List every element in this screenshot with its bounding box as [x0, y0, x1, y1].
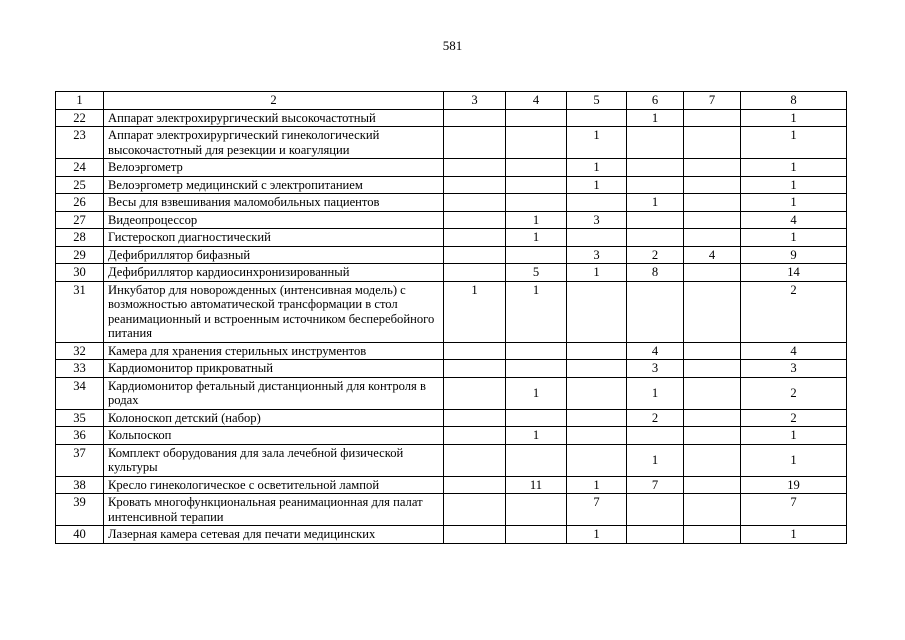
- col6-cell: [627, 427, 684, 445]
- col5-cell: 3: [567, 211, 627, 229]
- col3-cell: [444, 360, 506, 378]
- col6-cell: [627, 127, 684, 159]
- table-row: [56, 342, 847, 360]
- total-cell: 1: [741, 159, 847, 177]
- table-row: [56, 176, 847, 194]
- header-cell: 8: [741, 92, 847, 110]
- col3-cell: [444, 176, 506, 194]
- total-cell: 2: [741, 409, 847, 427]
- row-number-cell: 30: [56, 264, 104, 282]
- equipment-name-cell: Гистероскоп диагностический: [104, 229, 444, 247]
- col4-cell: 1: [506, 427, 567, 445]
- col7-cell: [684, 444, 741, 476]
- header-cell: 2: [104, 92, 444, 110]
- total-cell: 2: [741, 281, 847, 342]
- total-cell: 9: [741, 246, 847, 264]
- col5-cell: 1: [567, 476, 627, 494]
- col5-cell: [567, 229, 627, 247]
- col3-cell: [444, 264, 506, 282]
- col3-cell: [444, 526, 506, 544]
- equipment-name-cell: Кардиомонитор фетальный дистанционный для контроля в родах: [104, 377, 444, 409]
- col5-cell: 1: [567, 127, 627, 159]
- total-cell: 4: [741, 211, 847, 229]
- equipment-name-cell: Инкубатор для новорожденных (интенсивная модель) с возможностью автоматической трансформации в стол реанимационный и встроенным источником бесперебойного питания: [104, 281, 444, 342]
- col7-cell: [684, 427, 741, 445]
- col5-cell: [567, 360, 627, 378]
- total-cell: 14: [741, 264, 847, 282]
- row-number-cell: 26: [56, 194, 104, 212]
- col7-cell: [684, 281, 741, 342]
- equipment-name-cell: Кресло гинекологическое с осветительной лампой: [104, 476, 444, 494]
- col3-cell: [444, 377, 506, 409]
- col7-cell: [684, 176, 741, 194]
- col3-cell: [444, 211, 506, 229]
- col7-cell: [684, 526, 741, 544]
- table-row: [56, 377, 847, 409]
- col5-cell: 1: [567, 264, 627, 282]
- col4-cell: [506, 526, 567, 544]
- col3-cell: [444, 159, 506, 177]
- col3-cell: [444, 194, 506, 212]
- total-cell: 1: [741, 109, 847, 127]
- col7-cell: [684, 211, 741, 229]
- header-cell: 3: [444, 92, 506, 110]
- col6-cell: 8: [627, 264, 684, 282]
- table-row: [56, 360, 847, 378]
- col6-cell: [627, 159, 684, 177]
- table-row: [56, 127, 847, 159]
- total-cell: 1: [741, 194, 847, 212]
- col6-cell: [627, 281, 684, 342]
- col6-cell: [627, 211, 684, 229]
- equipment-name-cell: Камера для хранения стерильных инструментов: [104, 342, 444, 360]
- col6-cell: 4: [627, 342, 684, 360]
- col3-cell: [444, 127, 506, 159]
- row-number-cell: 31: [56, 281, 104, 342]
- col7-cell: 4: [684, 246, 741, 264]
- col5-cell: [567, 109, 627, 127]
- equipment-name-cell: Видеопроцессор: [104, 211, 444, 229]
- col7-cell: [684, 476, 741, 494]
- row-number-cell: 37: [56, 444, 104, 476]
- row-number-cell: 28: [56, 229, 104, 247]
- col4-cell: [506, 360, 567, 378]
- total-cell: 3: [741, 360, 847, 378]
- col3-cell: [444, 476, 506, 494]
- equipment-name-cell: Аппарат электрохирургический высокочастотный: [104, 109, 444, 127]
- col7-cell: [684, 360, 741, 378]
- col4-cell: [506, 246, 567, 264]
- col4-cell: 5: [506, 264, 567, 282]
- col7-cell: [684, 229, 741, 247]
- col4-cell: [506, 127, 567, 159]
- col4-cell: 1: [506, 281, 567, 342]
- col3-cell: [444, 427, 506, 445]
- equipment-name-cell: Кровать многофункциональная реанимационная для палат интенсивной терапии: [104, 494, 444, 526]
- row-number-cell: 36: [56, 427, 104, 445]
- total-cell: 1: [741, 526, 847, 544]
- col4-cell: [506, 444, 567, 476]
- col5-cell: [567, 444, 627, 476]
- total-cell: 1: [741, 176, 847, 194]
- col6-cell: [627, 494, 684, 526]
- col3-cell: [444, 229, 506, 247]
- col4-cell: [506, 342, 567, 360]
- equipment-name-cell: Велоэргометр медицинский с электропитанием: [104, 176, 444, 194]
- row-number-cell: 39: [56, 494, 104, 526]
- header-cell: 7: [684, 92, 741, 110]
- row-number-cell: 27: [56, 211, 104, 229]
- col4-cell: 1: [506, 211, 567, 229]
- header-cell: 4: [506, 92, 567, 110]
- table-row: [56, 109, 847, 127]
- col6-cell: 7: [627, 476, 684, 494]
- col7-cell: [684, 264, 741, 282]
- col4-cell: 1: [506, 377, 567, 409]
- col7-cell: [684, 342, 741, 360]
- equipment-name-cell: Колоноскоп детский (набор): [104, 409, 444, 427]
- col6-cell: [627, 176, 684, 194]
- equipment-name-cell: Дефибриллятор бифазный: [104, 246, 444, 264]
- row-number-cell: 35: [56, 409, 104, 427]
- col4-cell: [506, 409, 567, 427]
- col4-cell: 11: [506, 476, 567, 494]
- total-cell: 1: [741, 427, 847, 445]
- header-cell: 1: [56, 92, 104, 110]
- equipment-name-cell: Кардиомонитор прикроватный: [104, 360, 444, 378]
- equipment-name-cell: Велоэргометр: [104, 159, 444, 177]
- col6-cell: 1: [627, 109, 684, 127]
- col5-cell: [567, 409, 627, 427]
- col4-cell: [506, 159, 567, 177]
- col6-cell: 2: [627, 246, 684, 264]
- col6-cell: [627, 229, 684, 247]
- col7-cell: [684, 109, 741, 127]
- equipment-name-cell: Лазерная камера сетевая для печати медицинских: [104, 526, 444, 544]
- col5-cell: 7: [567, 494, 627, 526]
- equipment-name-cell: Кольпоскоп: [104, 427, 444, 445]
- col7-cell: [684, 409, 741, 427]
- table-header-row: [56, 92, 847, 110]
- col3-cell: [444, 494, 506, 526]
- col5-cell: 3: [567, 246, 627, 264]
- col4-cell: [506, 176, 567, 194]
- equipment-name-cell: Комплект оборудования для зала лечебной физической культуры: [104, 444, 444, 476]
- row-number-cell: 40: [56, 526, 104, 544]
- col5-cell: [567, 377, 627, 409]
- table-row: [56, 264, 847, 282]
- col6-cell: [627, 526, 684, 544]
- col4-cell: [506, 109, 567, 127]
- col5-cell: 1: [567, 176, 627, 194]
- row-number-cell: 33: [56, 360, 104, 378]
- header-cell: 5: [567, 92, 627, 110]
- col5-cell: [567, 342, 627, 360]
- table-row: [56, 526, 847, 544]
- col4-cell: 1: [506, 229, 567, 247]
- total-cell: 1: [741, 444, 847, 476]
- col7-cell: [684, 494, 741, 526]
- col6-cell: 1: [627, 444, 684, 476]
- equipment-name-cell: Аппарат электрохирургический гинекологический высокочастотный для резекции и коагуляции: [104, 127, 444, 159]
- col3-cell: [444, 246, 506, 264]
- col6-cell: 2: [627, 409, 684, 427]
- row-number-cell: 29: [56, 246, 104, 264]
- table-row: [56, 476, 847, 494]
- total-cell: 1: [741, 229, 847, 247]
- total-cell: 1: [741, 127, 847, 159]
- col6-cell: 1: [627, 377, 684, 409]
- table-row: [56, 444, 847, 476]
- page-number: 581: [442, 38, 463, 53]
- row-number-cell: 25: [56, 176, 104, 194]
- total-cell: 4: [741, 342, 847, 360]
- row-number-cell: 34: [56, 377, 104, 409]
- col3-cell: 1: [444, 281, 506, 342]
- equipment-name-cell: Весы для взвешивания маломобильных пациентов: [104, 194, 444, 212]
- col7-cell: [684, 127, 741, 159]
- header-cell: 6: [627, 92, 684, 110]
- table-row: [56, 159, 847, 177]
- col7-cell: [684, 159, 741, 177]
- table-row: [56, 281, 847, 342]
- col5-cell: [567, 427, 627, 445]
- table-row: [56, 194, 847, 212]
- col6-cell: 1: [627, 194, 684, 212]
- col4-cell: [506, 494, 567, 526]
- row-number-cell: 22: [56, 109, 104, 127]
- table-row: [56, 229, 847, 247]
- equipment-table: [55, 91, 847, 544]
- total-cell: 7: [741, 494, 847, 526]
- col3-cell: [444, 109, 506, 127]
- row-number-cell: 23: [56, 127, 104, 159]
- table-row: [56, 409, 847, 427]
- col7-cell: [684, 377, 741, 409]
- equipment-name-cell: Дефибриллятор кардиосинхронизированный: [104, 264, 444, 282]
- row-number-cell: 24: [56, 159, 104, 177]
- row-number-cell: 38: [56, 476, 104, 494]
- col5-cell: [567, 194, 627, 212]
- col5-cell: [567, 281, 627, 342]
- col5-cell: 1: [567, 159, 627, 177]
- table-row: [56, 246, 847, 264]
- col3-cell: [444, 444, 506, 476]
- col4-cell: [506, 194, 567, 212]
- col3-cell: [444, 409, 506, 427]
- col5-cell: 1: [567, 526, 627, 544]
- row-number-cell: 32: [56, 342, 104, 360]
- table-row: [56, 211, 847, 229]
- col6-cell: 3: [627, 360, 684, 378]
- col3-cell: [444, 342, 506, 360]
- total-cell: 2: [741, 377, 847, 409]
- total-cell: 19: [741, 476, 847, 494]
- table-row: [56, 494, 847, 526]
- col7-cell: [684, 194, 741, 212]
- table-row: [56, 427, 847, 445]
